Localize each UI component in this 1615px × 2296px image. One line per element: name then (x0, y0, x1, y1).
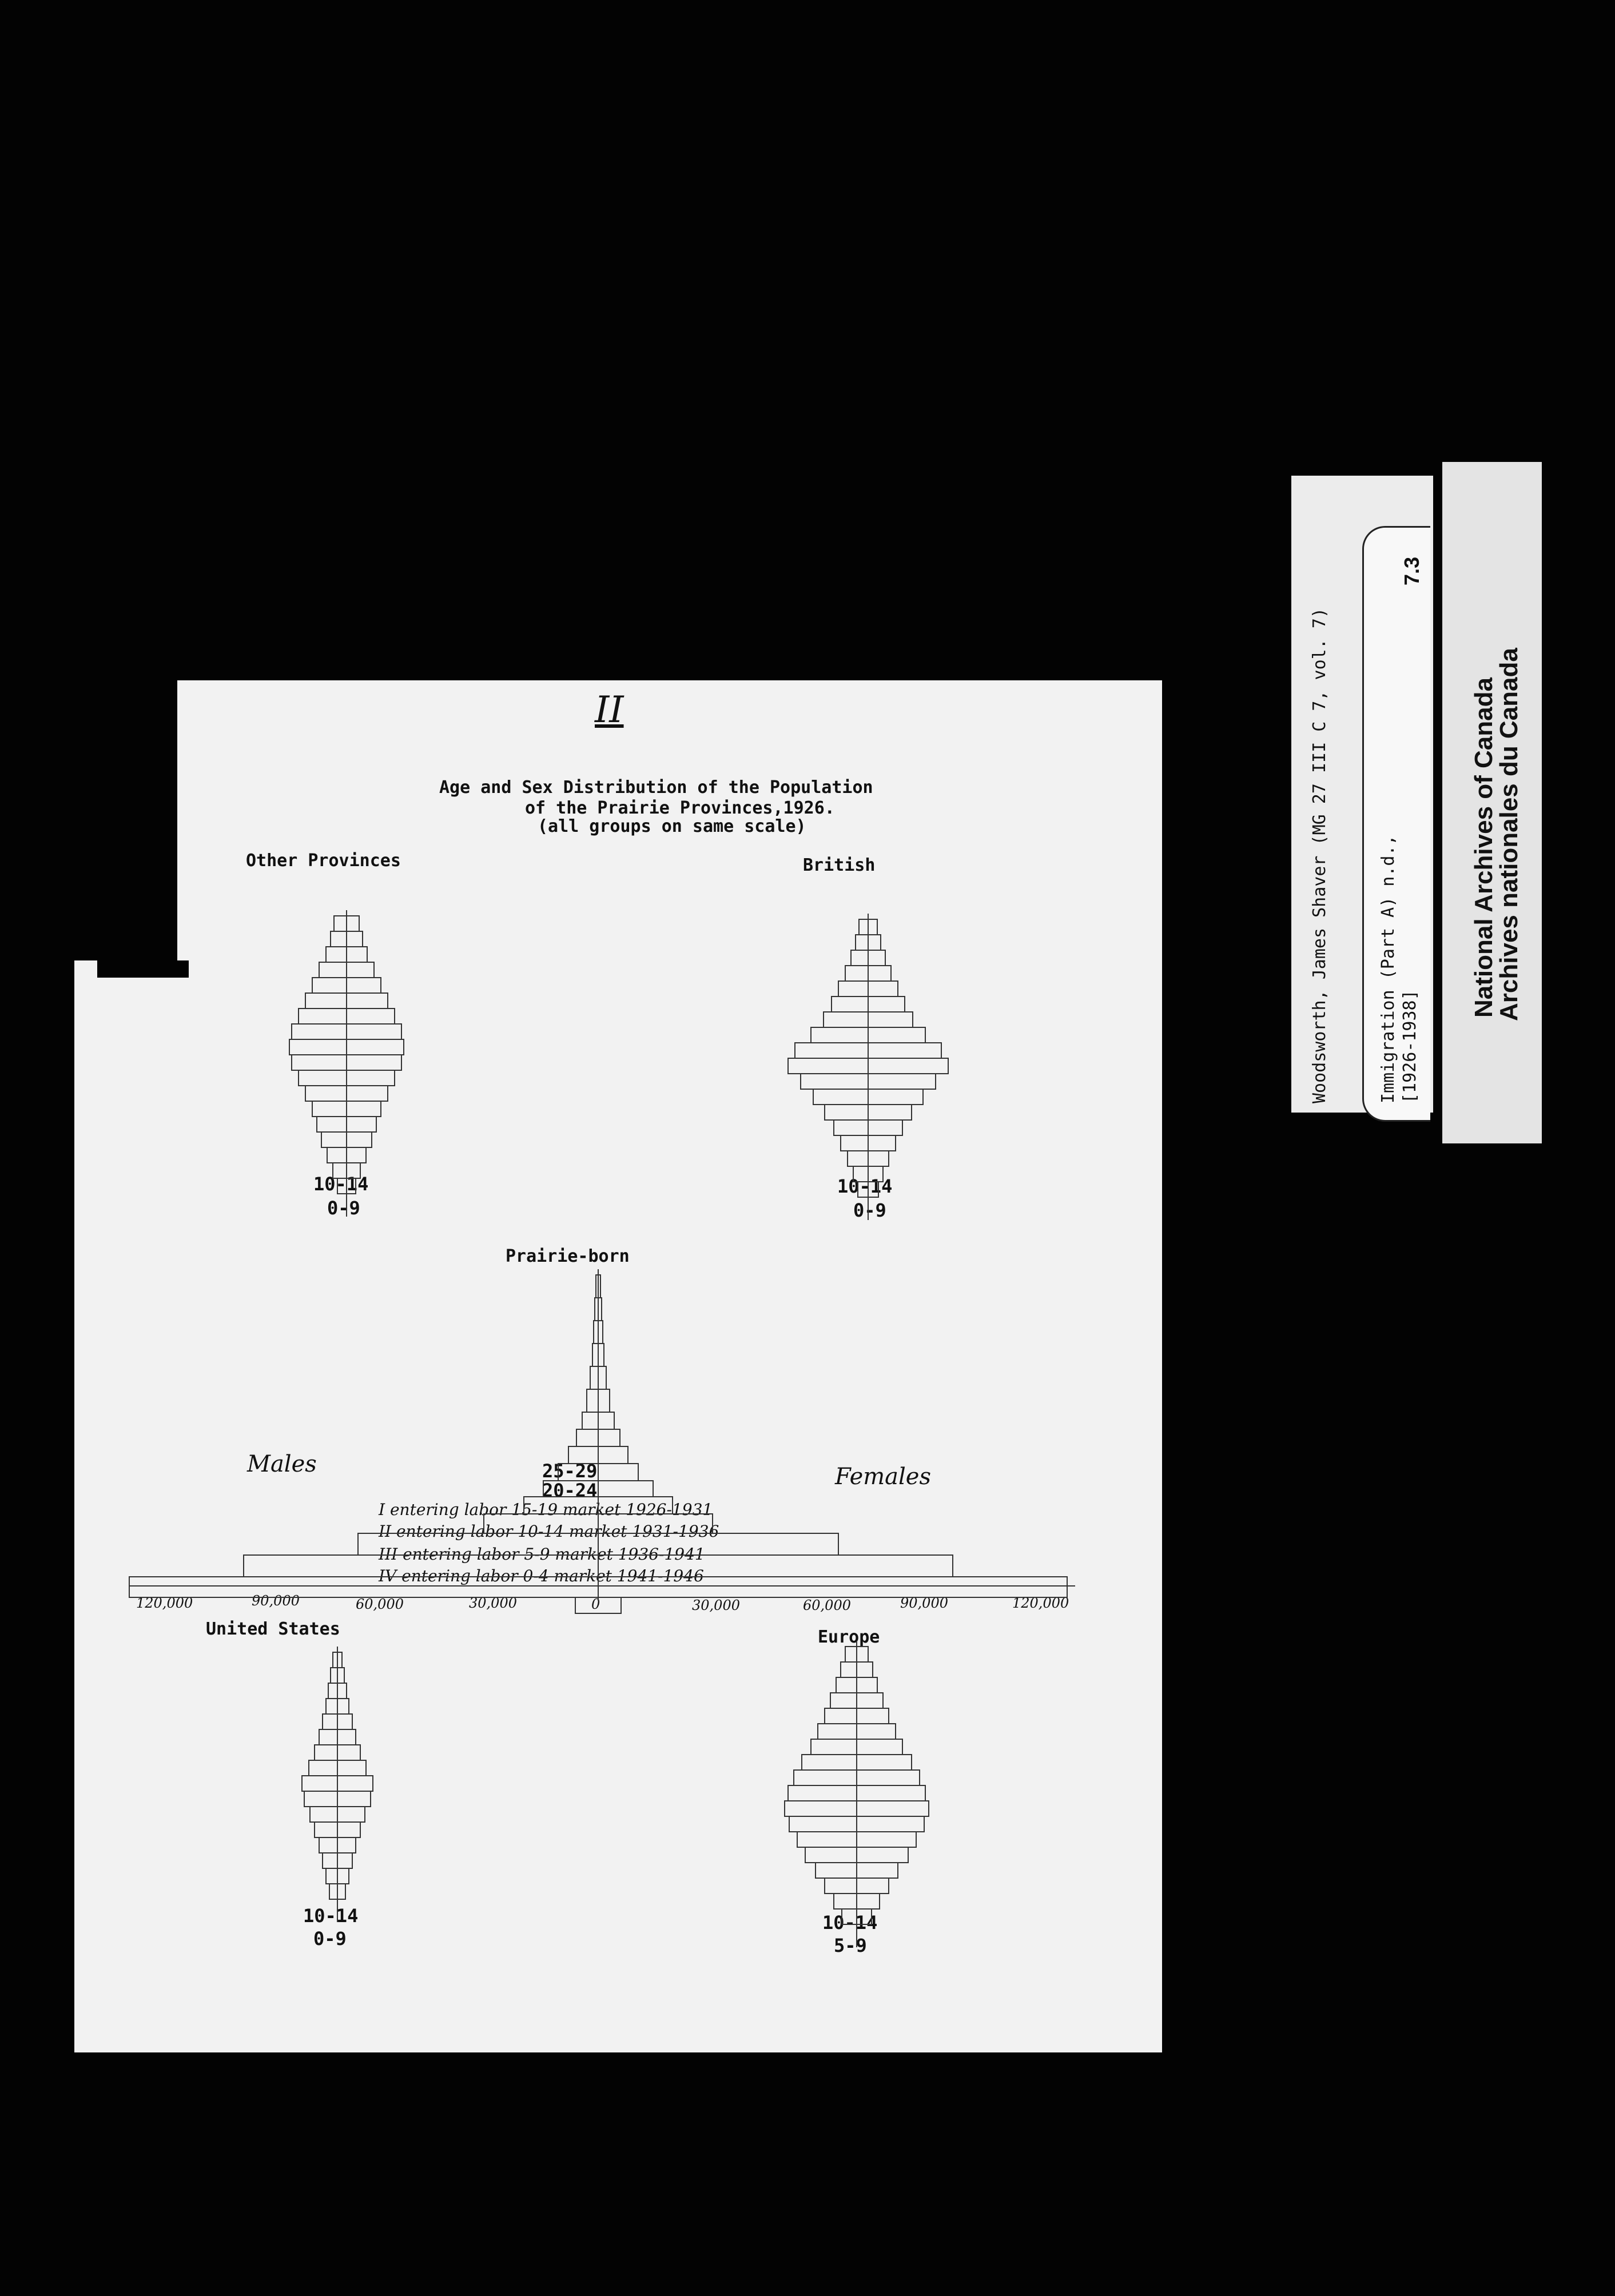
prairie-row-I: I entering labor 15-19 market 1926-1931 (379, 1500, 713, 1519)
axis-tick-label: 30,000 (692, 1597, 740, 1613)
document-title-line3: (all groups on same scale) (538, 816, 806, 836)
prairie-born-title: Prairie-born (506, 1246, 630, 1266)
axis-tick-label: 90,000 (252, 1593, 300, 1609)
archive-stamp-line2: Archives nationales du Canada (1495, 648, 1523, 1021)
axis-tick-label: 60,000 (356, 1596, 404, 1612)
axis-tick-label: 90,000 (900, 1595, 948, 1611)
europe-label-10-14: 10-14 (822, 1912, 878, 1934)
axis-tick-label: 60,000 (803, 1597, 851, 1613)
british-label-10-14: 10-14 (837, 1175, 893, 1197)
archive-label-line1: Woodsworth, James Shaver (MG 27 III C 7, vol. 7) (1310, 608, 1330, 1103)
males-label: Males (247, 1451, 317, 1477)
united-states-label-0-9: 0-9 (313, 1928, 347, 1950)
united-states-title: United States (206, 1619, 340, 1639)
axis-tick-label: 30,000 (469, 1595, 517, 1611)
document-title-line1: Age and Sex Distribution of the Population (439, 778, 873, 798)
axis-tick-label: 0 (591, 1596, 600, 1612)
axis-tick-label: 120,000 (1012, 1595, 1069, 1611)
archive-stamp-line1: National Archives of Canada (1470, 677, 1498, 1018)
other-provinces-title: Other Provinces (246, 851, 401, 871)
document-title-line2: of the Prairie Provinces,1926. (525, 798, 835, 818)
archive-label-number: 7.3 (1400, 556, 1423, 585)
europe-title: Europe (818, 1627, 880, 1647)
united-states-label-10-14: 10-14 (303, 1905, 359, 1927)
axis-tick-label: 120,000 (136, 1595, 193, 1611)
prairie-age-25-29: 25-29 (542, 1460, 598, 1482)
british-label-0-9: 0-9 (853, 1199, 886, 1221)
prairie-row-III: III entering labor 5-9 market 1936-1941 (379, 1545, 705, 1564)
other-provinces-label-0-9: 0-9 (327, 1197, 360, 1219)
prairie-row-IV: IV entering labor 0-4 market 1941-1946 (379, 1566, 704, 1585)
europe-label-5-9: 5-9 (834, 1935, 867, 1956)
roman-numeral-mark: II (595, 689, 624, 731)
prairie-age-20-24: 20-24 (542, 1480, 598, 1501)
females-label: Females (835, 1464, 932, 1490)
other-provinces-label-10-14: 10-14 (313, 1173, 369, 1195)
archive-label-line2: Immigration (Part A) n.d., (1378, 835, 1398, 1103)
british-title: British (803, 855, 876, 875)
archive-label-line3: [1926-1938] (1400, 990, 1420, 1103)
prairie-row-II: II entering labor 10-14 market 1931-1936 (379, 1522, 719, 1541)
